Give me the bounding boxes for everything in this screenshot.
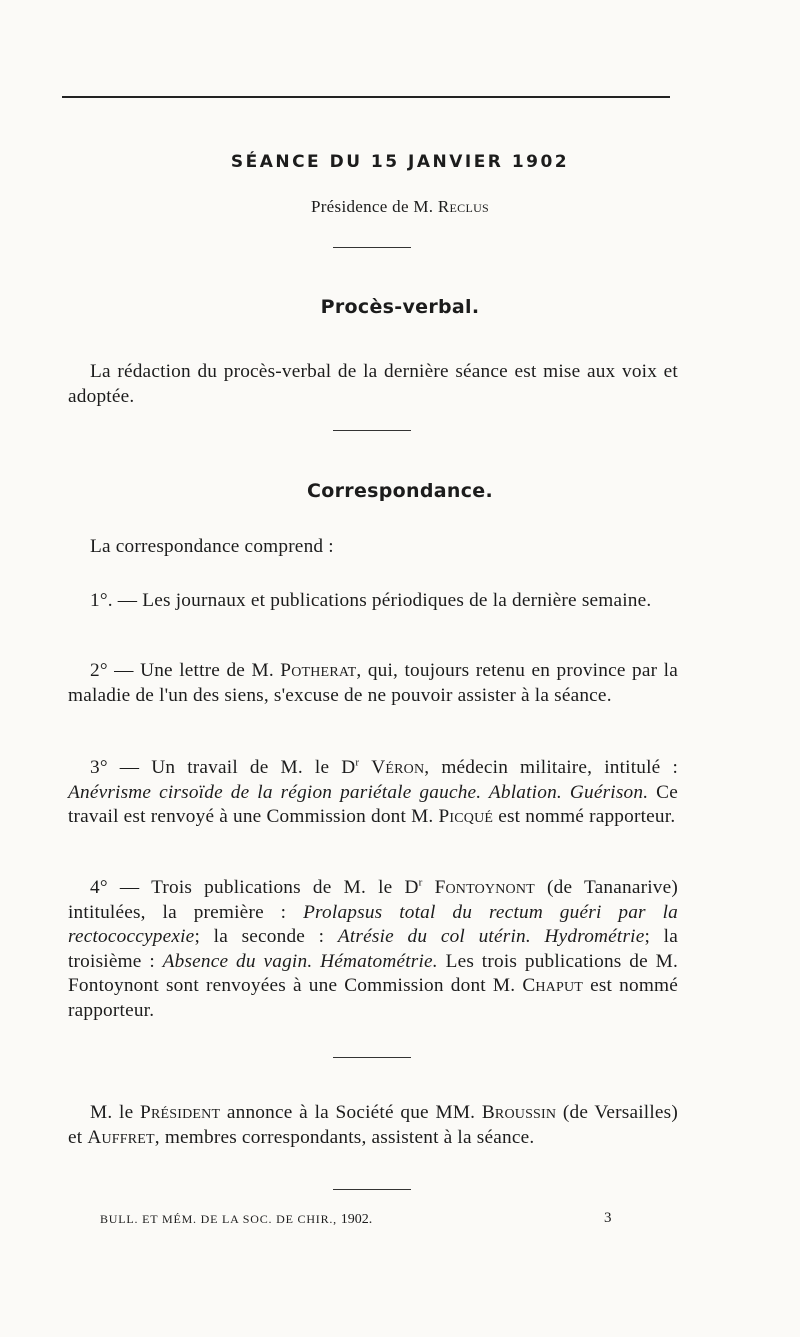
section-divider: [333, 1189, 411, 1190]
proces-verbal-text: La rédaction du procès-verbal de la dernière séance est mise aux voix et adoptée.: [68, 361, 678, 407]
item3-title: Anévrisme cirsoïde de la région pariétale gauche. Ablation. Guérison.: [68, 781, 649, 803]
item4-name: Fontoynont: [434, 877, 535, 898]
section-divider: [333, 1057, 411, 1058]
correspondance-item-3: [68, 756, 678, 830]
section-divider: [333, 247, 411, 248]
item4-name2: Chaput: [522, 975, 584, 996]
section-divider: [333, 430, 411, 431]
proces-verbal-heading: Procès-verbal.: [320, 296, 480, 318]
item4-text: (de Tananarive) intitulées, la première :: [68, 877, 678, 923]
item3-name: Véron: [371, 757, 425, 778]
announcement-part: (de Versailles) et: [68, 1102, 678, 1148]
item3-sup: r: [355, 756, 360, 769]
item4-text: 4° — Trois publications de M. le D: [90, 877, 419, 898]
item3-text: est nommé rapporteur.: [493, 806, 676, 827]
footer-journal: [100, 1212, 620, 1228]
correspondance-heading: Correspondance.: [307, 480, 493, 502]
president-name: Reclus: [437, 197, 490, 216]
item2-text: , qui, toujours retenu en province par la maladie de l'un des siens, s'excuse de ne pouvoir assister à la séance.: [68, 660, 678, 706]
item3-text: , médecin militaire, intitulé :: [424, 757, 679, 778]
correspondance-item-2: [68, 659, 678, 708]
announcement-part: annonce à la Société que MM.: [220, 1102, 482, 1123]
session-title: SÉANCE DU 15 JANVIER 1902: [230, 152, 570, 172]
item4-text: ; la seconde :: [194, 926, 338, 947]
correspondance-item-1: 1°. — Les journaux et publications périodiques de la dernière semaine.: [90, 590, 652, 611]
item4-text: est nommé rapporteur.: [68, 975, 678, 1021]
presidency-line: [0, 197, 800, 217]
item4-text: Les trois publications de M. Fontoynont sont renvoyées à une Commission dont M.: [68, 950, 678, 996]
item4-text: ; la troisième :: [68, 926, 678, 972]
item2-name: Potherat: [280, 660, 357, 681]
announcement-name-1: Broussin: [481, 1102, 557, 1123]
top-rule: [62, 96, 670, 98]
announcement-text: [68, 1101, 678, 1150]
footer-journal-name: BULL. ET MÉM. DE LA SOC. DE CHIR.,: [100, 1212, 341, 1226]
item3-name2: Picqué: [438, 806, 494, 827]
item4-title-1: Prolapsus total du rectum guéri par la rectococcypexie: [68, 901, 678, 947]
announcement-name-2: Auffret: [87, 1126, 155, 1148]
item3-text: Ce travail est renvoyé à une Commission dont M.: [68, 781, 678, 827]
item2-text: 2° — Une lettre de M.: [90, 660, 281, 681]
item4-title-3: Absence du vagin. Hématométrie.: [162, 950, 438, 972]
presidency-prefix: Présidence de M.: [310, 197, 438, 216]
item4-title-2: Atrésie du col utérin. Hydrométrie: [337, 926, 645, 947]
page-number: 3: [604, 1210, 612, 1226]
correspondance-intro: La correspondance comprend :: [90, 536, 334, 557]
correspondance-item-4: [68, 876, 678, 1023]
announcement-part: , membres correspondants, assistent à la séance.: [154, 1126, 535, 1148]
item3-text: 3° — Un travail de M. le D: [90, 757, 356, 778]
item4-sup: r: [418, 876, 423, 889]
footer-year: 1902.: [340, 1212, 373, 1227]
announcement-part: M. le: [90, 1102, 141, 1123]
announcement-president: Président: [140, 1102, 221, 1123]
